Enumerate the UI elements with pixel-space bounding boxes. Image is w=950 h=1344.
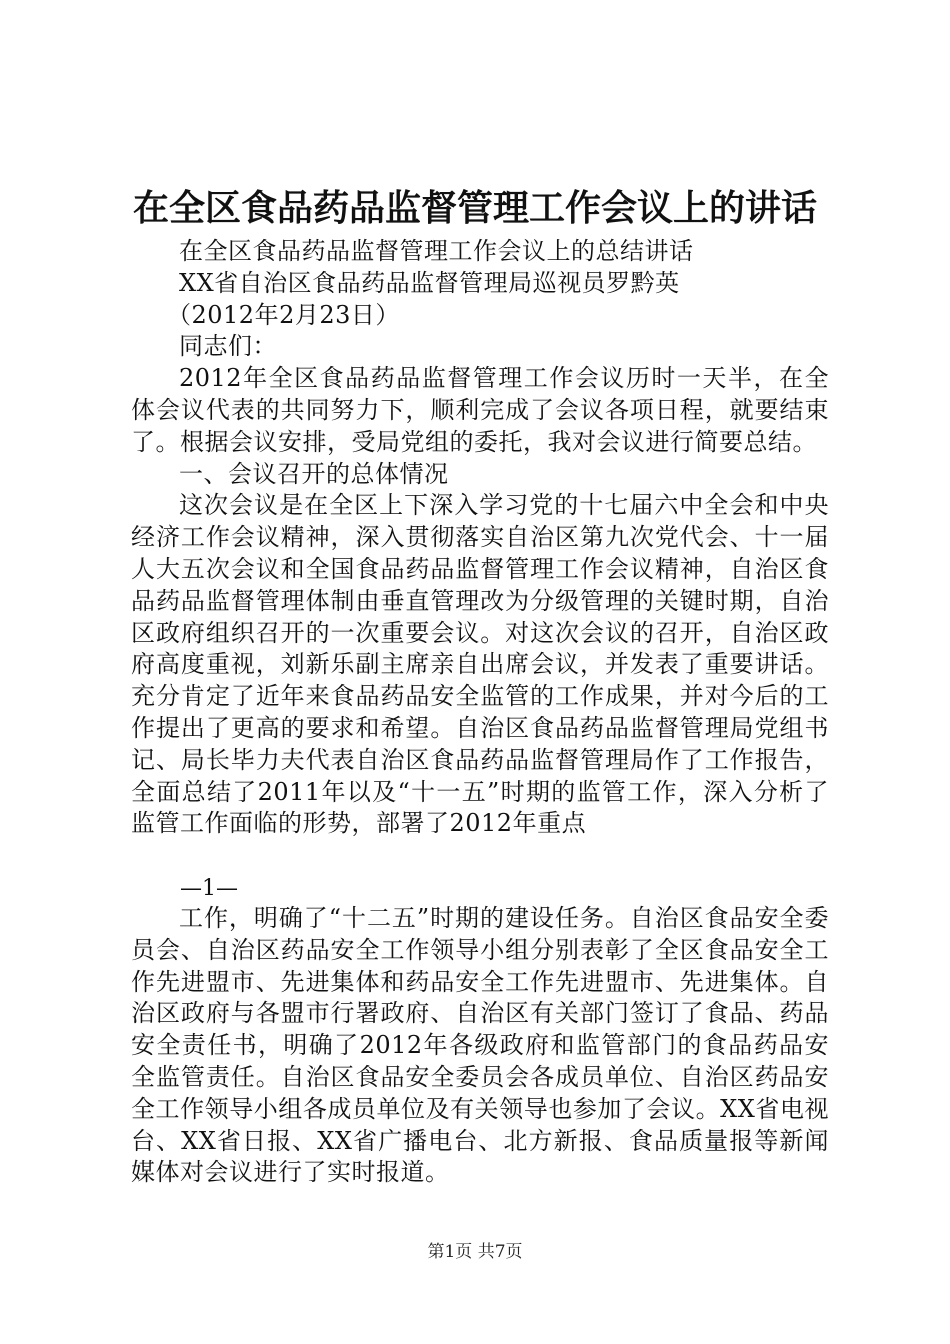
paragraph-overview: 这次会议是在全区上下深入学习党的十七届六中全会和中央经济工作会议精神，深入贯彻落实自治区第九次党代会、十一届人大五次会议和全国食品药品监督管理工作会议精神，自治区食品药品监督管理体制由垂直管理改为分级管理的关键时期，自治区政府组织召开的一次重要会议。对这次会议的召开，自治区政府高度重视，刘新乐副主席亲自出席会议，并发表了重要讲话。充分肯定了近年来食品药品安全监管的工作成果，并对今后的工作提出了更高的要求和希望。自治区食品药品监督管理局党组书记、局长毕力夫代表自治区食品药品监督管理局作了工作报告，全面总结了2011年以及“十一五”时期的监管工作，深入分析了监管工作面临的形势，部署了2012年重点 xyxy=(131,491,829,838)
paragraph-intro: 2012年全区食品药品监督管理工作会议历时一天半，在全体会议代表的共同努力下，顺利完成了会议各项日程，就要结束了。根据会议安排，受局党组的委托，我对会议进行简要总结。 xyxy=(131,364,829,456)
page-number-marker: —1— xyxy=(180,876,238,901)
section-heading: 一、会议召开的总体情况 xyxy=(179,459,449,488)
date-line: （2012年2月23日） xyxy=(167,300,400,329)
document-body-continued xyxy=(131,903,829,1189)
speaker-line: XX省自治区食品药品监督管理局巡视员罗黔英 xyxy=(179,268,680,297)
page-footer: 第1页 共7页 xyxy=(427,1242,523,1262)
document-body-page-1 xyxy=(131,236,829,840)
salutation: 同志们： xyxy=(179,332,277,361)
document-subtitle: 在全区食品药品监督管理工作会议上的总结讲话 xyxy=(179,237,694,265)
paragraph-continued: 工作，明确了“十二五”时期的建设任务。自治区食品安全委员会、自治区药品安全工作领导小组分别表彰了全区食品安全工作先进盟市、先进集体和药品安全工作先进盟市、先进集体。自治区政府与各盟市行署政府、自治区有关部门签订了食品、药品安全责任书，明确了2012年各级政府和监管部门的食品药品安全监管责任。自治区食品安全委员会各成员单位、自治区药品安全工作领导小组各成员单位及有关领导也参加了会议。XX省电视台、XX省日报、XX省广播电台、北方新报、食品质量报等新闻媒体对会议进行了实时报道。 xyxy=(131,904,829,1187)
document-title: 在全区食品药品监督管理工作会议上的讲话 xyxy=(132,188,817,229)
